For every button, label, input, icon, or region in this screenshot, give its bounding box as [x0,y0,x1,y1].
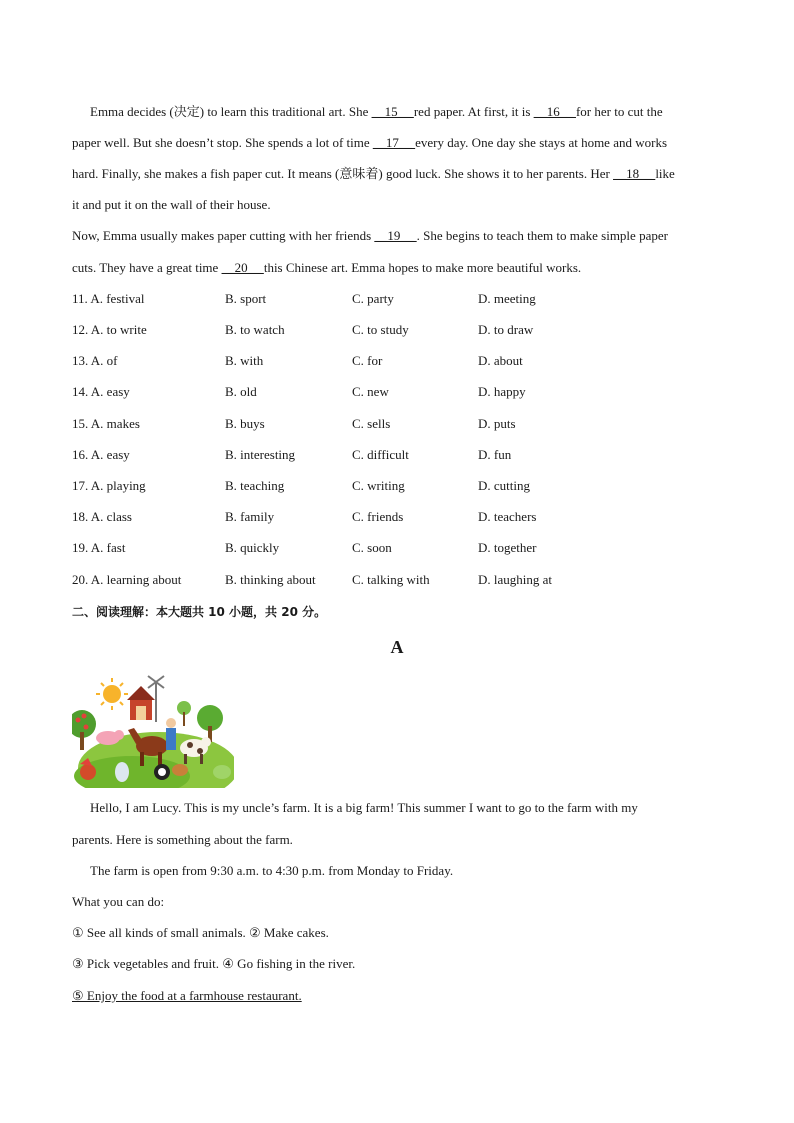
passage-text: red paper. At first, it is [413,104,534,119]
question-number: 13. [72,353,89,368]
activities-line-2: ③ Pick vegetables and fruit. ④ Go fishing in the river. [72,956,356,971]
activities-line-1: ① See all kinds of small animals. ② Make cakes. [72,925,329,940]
option-a: A. of [90,353,118,368]
option-a: A. to write [90,322,147,337]
option-d: D. about [478,353,523,368]
option-c: C. party [352,291,394,306]
option-d: D. to draw [478,322,534,337]
question-row-14 [72,384,632,400]
option-a: A. class [90,509,132,524]
question-number: 18. [72,509,89,524]
option-a: A. easy [90,447,130,462]
option-b: B. with [225,353,264,368]
option-b: B. sport [225,291,267,306]
blank-18: __18__ [613,166,656,181]
option-d: D. fun [478,447,512,462]
question-row-17 [72,478,632,494]
passage-text: paper well. But she doesn’t stop. She spends a lot of time [72,135,373,150]
question-number: 11. [72,291,88,306]
question-row-20 [72,572,632,588]
question-number: 14. [72,384,89,399]
passage-text: . She begins to teach them to make simple paper [416,228,668,243]
question-number: 19. [72,540,89,555]
option-b: B. old [225,384,257,399]
question-number: 17. [72,478,89,493]
option-c: C. writing [352,478,405,493]
passage-letter: A [390,637,404,657]
option-b: B. interesting [225,447,296,462]
option-d: D. teachers [478,509,537,524]
option-a: A. playing [90,478,146,493]
farm-illustration [72,672,234,788]
option-a: A. learning about [90,572,182,587]
passage-text: cuts. They have a great time [72,260,222,275]
option-c: C. new [352,384,389,399]
blank-19: __19__ [374,228,417,243]
option-a: A. fast [90,540,126,555]
option-c: C. soon [352,540,392,555]
option-b: B. teaching [225,478,285,493]
option-d: D. puts [478,416,516,431]
option-d: D. happy [478,384,526,399]
option-a: A. easy [90,384,130,399]
question-row-16 [72,447,632,463]
blank-20: __20__ [221,260,264,275]
option-b: B. family [225,509,275,524]
passage-text: for her to cut the [575,104,663,119]
activities-line-3: ⑤ Enjoy the food at a farmhouse restaurant. [72,988,302,1003]
option-c: C. friends [352,509,404,524]
option-b: B. to watch [225,322,285,337]
what-you-can-do-label: What you can do: [72,894,165,909]
question-row-12 [72,322,632,338]
passage-line-1 [90,104,663,120]
passage-line-6 [72,260,581,276]
passage-line-5 [72,228,668,244]
option-a: A. festival [90,291,145,306]
question-number: 20. [72,572,89,587]
question-row-19 [72,540,632,556]
passage-line-3 [72,166,675,182]
blank-17: __17__ [372,135,416,150]
passage-text: hard. Finally, she makes a fish paper cut. It means (意味着) good luck. She shows it to her parents. Her [72,166,614,181]
option-d: D. together [478,540,537,555]
question-row-15 [72,416,632,432]
question-row-11 [72,291,632,307]
option-c: C. talking with [352,572,430,587]
option-a: A. makes [90,416,140,431]
passage-text: like [655,166,675,181]
passage-text: it and put it on the wall of their house. [72,197,271,212]
passage-text: this Chinese art. Emma hopes to make more beautiful works. [263,260,582,275]
intro-line-2: parents. Here is something about the farm. [72,832,293,847]
option-d: D. laughing at [478,572,553,587]
question-number: 12. [72,322,89,337]
question-row-13 [72,353,632,369]
question-number: 16. [72,447,89,462]
question-number: 15. [72,416,89,431]
option-c: C. to study [352,322,409,337]
passage-line-2 [72,135,667,151]
option-c: C. sells [352,416,391,431]
option-d: D. meeting [478,291,536,306]
option-d: D. cutting [478,478,530,493]
section-heading: 二、阅读理解：本大题共 10 小题，共 20 分。 [72,605,327,619]
blank-15: __15__ [371,104,414,119]
opening-hours: The farm is open from 9:30 a.m. to 4:30 p.m. from Monday to Friday. [90,863,454,878]
passage-text: every day. One day she stays at home and works [415,135,668,150]
option-c: C. for [352,353,383,368]
passage-line-4 [72,197,271,213]
passage-text: Now, Emma usually makes paper cutting with her friends [72,228,375,243]
passage-text: Emma decides (决定) to learn this traditional art. She [90,104,372,119]
option-c: C. difficult [352,447,409,462]
question-row-18 [72,509,632,525]
option-b: B. buys [225,416,265,431]
option-b: B. quickly [225,540,280,555]
blank-16: __16__ [533,104,576,119]
intro-line-1: Hello, I am Lucy. This is my uncle’s farm. It is a big farm! This summer I want to go to the farm with my [90,800,638,815]
option-b: B. thinking about [225,572,316,587]
